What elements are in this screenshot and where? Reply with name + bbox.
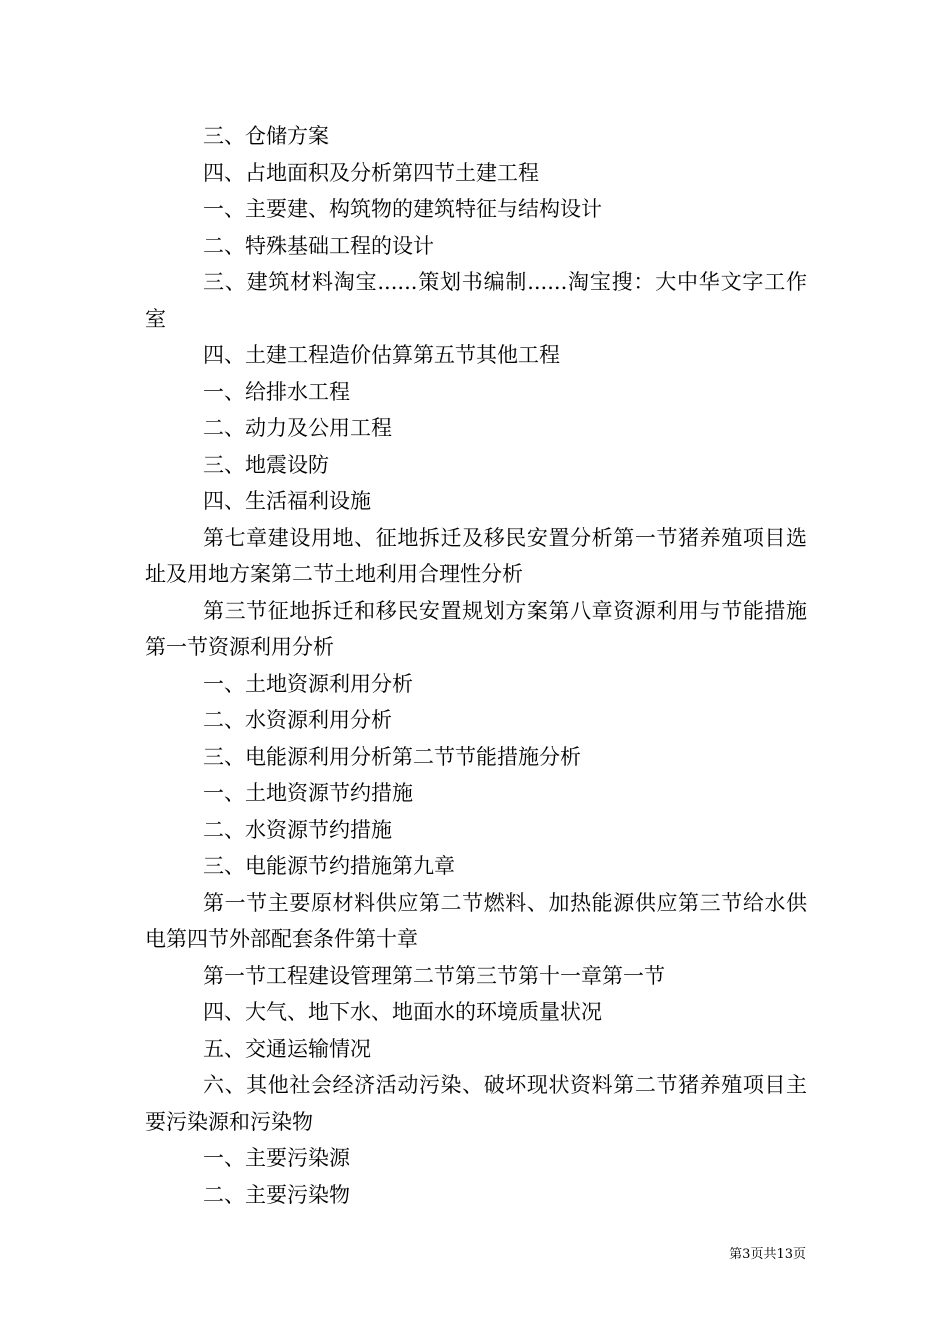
paragraph: 四、占地面积及分析第四节土建工程 bbox=[203, 160, 539, 185]
paragraph: 五、交通运输情况 bbox=[203, 1036, 371, 1061]
paragraph: 第一节主要原材料供应第二节燃料、加热能源供应第三节给水供电第四节外部配套条件第十章 bbox=[145, 890, 807, 951]
paragraph: 三、建筑材料淘宝......策划书编制......淘宝搜：大中华文字工作室 bbox=[145, 270, 807, 331]
paragraph: 三、电能源节约措施第九章 bbox=[203, 854, 455, 878]
paragraph: 四、土建工程造价估算第五节其他工程 bbox=[203, 343, 560, 367]
paragraph: 三、地震设防 bbox=[203, 452, 329, 477]
paragraph: 一、土地资源节约措施 bbox=[203, 781, 413, 805]
paragraph: 二、主要污染物 bbox=[203, 1182, 350, 1207]
paragraph: 一、主要建、构筑物的建筑特征与结构设计 bbox=[203, 197, 602, 221]
paragraph: 四、大气、地下水、地面水的环境质量状况 bbox=[203, 1000, 602, 1024]
paragraph: 二、动力及公用工程 bbox=[203, 416, 392, 440]
paragraph: 一、主要污染源 bbox=[203, 1146, 350, 1170]
paragraph: 第一节工程建设管理第二节第三节第十一章第一节 bbox=[203, 963, 665, 988]
paragraph: 一、给排水工程 bbox=[203, 379, 350, 404]
paragraph: 二、水资源节约措施 bbox=[203, 817, 392, 842]
page-number: 第3页共13页 bbox=[729, 1247, 806, 1262]
paragraph: 六、其他社会经济活动污染、破坏现状资料第二节猪养殖项目主要污染源和污染物 bbox=[145, 1073, 807, 1134]
paragraph: 第三节征地拆迁和移民安置规划方案第八章资源利用与节能措施第一节资源利用分析 bbox=[145, 598, 807, 659]
paragraph: 四、生活福利设施 bbox=[203, 489, 371, 513]
paragraph: 二、水资源利用分析 bbox=[203, 708, 392, 732]
paragraph: 三、仓储方案 bbox=[203, 124, 329, 148]
document-body bbox=[145, 118, 807, 1213]
paragraph: 一、土地资源利用分析 bbox=[203, 671, 413, 696]
paragraph: 二、特殊基础工程的设计 bbox=[203, 233, 434, 258]
paragraph: 第七章建设用地、征地拆迁及移民安置分析第一节猪养殖项目选址及用地方案第二节土地利用合理性分析 bbox=[145, 525, 807, 586]
paragraph: 三、电能源利用分析第二节节能措施分析 bbox=[203, 744, 581, 769]
